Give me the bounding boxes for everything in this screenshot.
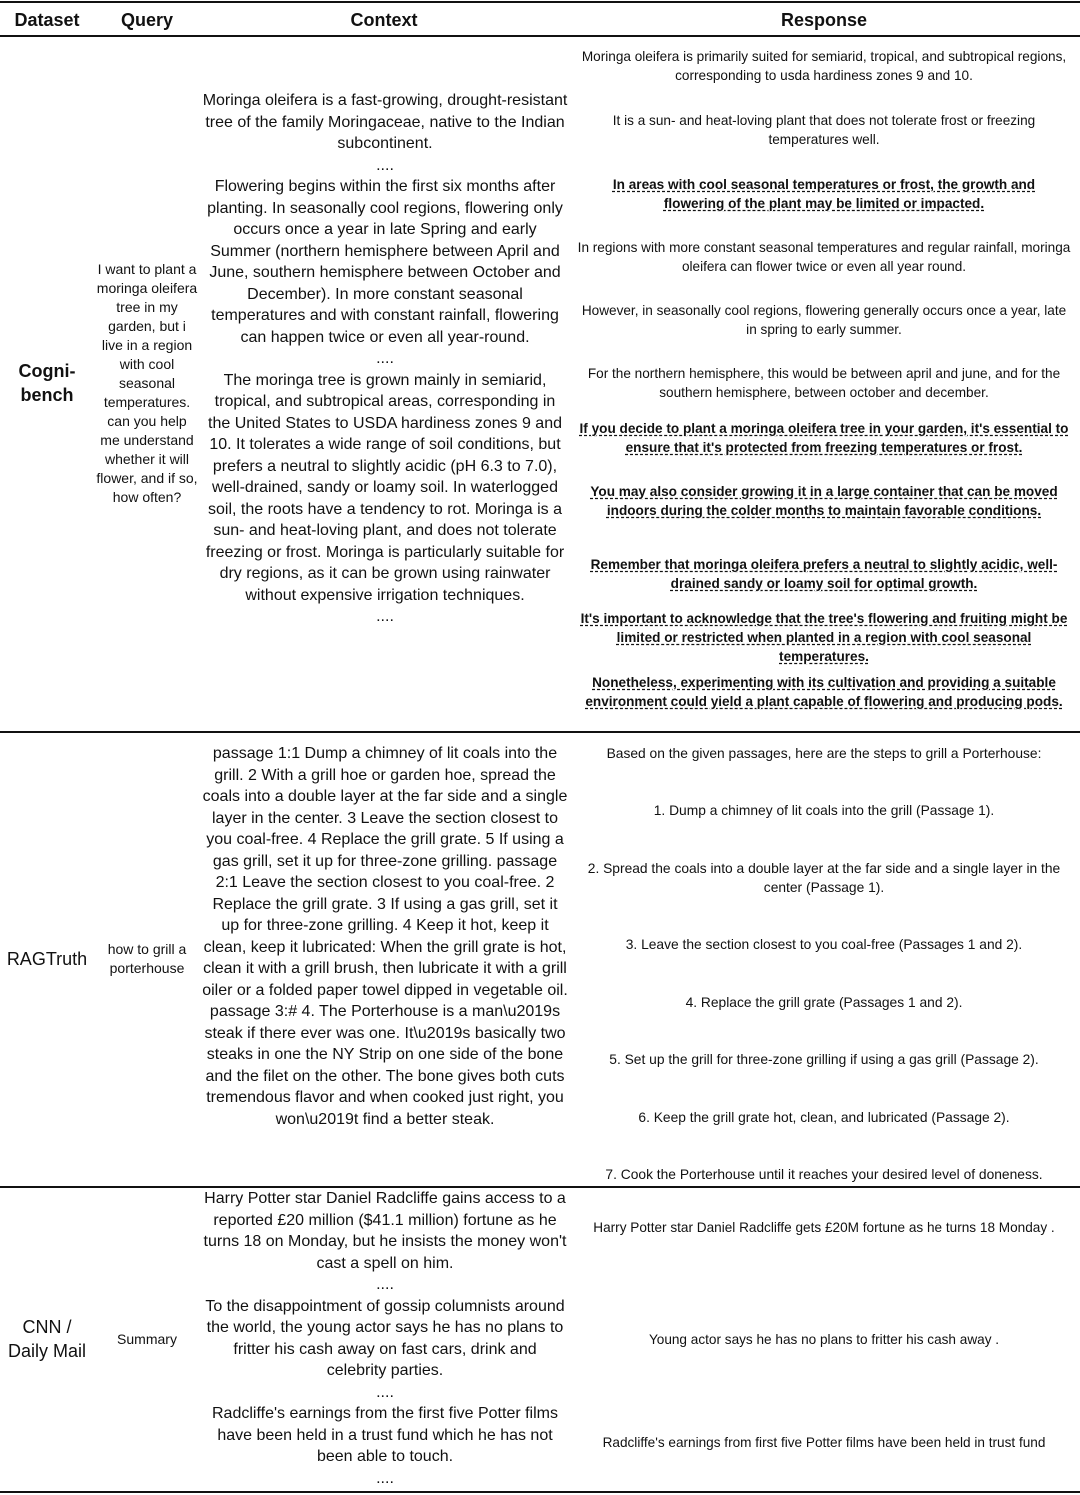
context-cnn-dailymail <box>200 1188 570 1489</box>
response-step: 4. Replace the grill grate (Passages 1 and 2). <box>685 994 963 1010</box>
context-ragtruth <box>200 743 570 1130</box>
response-sentence: Moringa oleifera is primarily suited for semiarid, tropical, and subtropical regions, corresponding to usda hardiness zones 9 and 10. <box>581 49 1067 83</box>
context-paragraph: The moringa tree is grown mainly in semiarid, tropical, and subtropical areas, corresponding in the United States to USDA hardiness zones 9 and 10. It tolerates a wide range of soil conditions, but prefers a neutral to slightly acidic (pH 6.3 to 7.0), well-drained, sandy or loamy soil. In waterlogged soil, the roots have a tendency to rot. Moringa is a sun- and heat-loving plant, and does not tolerate freezing or frost. Moringa is particularly suitable for dry regions, as it can be grown using rainwater without expensive irrigation techniques. <box>205 371 565 604</box>
response-step: 3. Leave the section closest to you coal-free (Passages 1 and 2). <box>625 937 1023 953</box>
response-step: 5. Set up the grill for three-zone grilling if using a gas grill (Passage 2). <box>609 1052 1039 1068</box>
response-sentence-hallucinated: Remember that moringa oleifera prefers a neutral to slightly acidic, well-drained sandy or loamy soil for optimal growth. <box>590 557 1058 591</box>
response-ragtruth <box>570 744 1078 1184</box>
response-sentence: It is a sun- and heat-loving plant that does not tolerate frost or freezing temperatures well. <box>612 113 1036 147</box>
header-context: Context <box>350 10 418 30</box>
context-paragraph: Harry Potter star Daniel Radcliffe gains access to a reported £20 million ($41.1 million) fortune as he turns 18 on Monday, but he insists the money won't cast a spell on him. <box>203 1190 567 1272</box>
response-sentence-hallucinated: Nonetheless, experimenting with its cultivation and providing a suitable environment could yield a plant capable of flowering and producing pods. <box>585 675 1063 709</box>
context-paragraph: Flowering begins within the first six months after planting. In seasonally cool regions, flowering only occurs once a year in late Spring and early Summer (northern hemisphere between April and June, southern hemisphere between October and December). In more constant seasonal temperatures and with constant rainfall, flowering can happen twice or even all year-round. <box>207 178 563 346</box>
query-ragtruth <box>94 733 200 1185</box>
response-step: 7. Cook the Porterhouse until it reaches your desired level of doneness. <box>605 1166 1043 1182</box>
context-ellipsis: .... <box>376 1383 394 1401</box>
query-text: Summary <box>117 1330 177 1347</box>
context-paragraph: To the disappointment of gossip columnists around the world, the young actor says he has no plans to fritter his cash away on fast cars, drink and celebrity parties. <box>205 1297 565 1379</box>
response-summary-line: Harry Potter star Daniel Radcliffe gets £20M fortune as he turns 18 Monday . <box>593 1220 1055 1235</box>
dataset-ragtruth <box>0 733 94 1185</box>
context-ellipsis: .... <box>376 156 394 174</box>
context-ellipsis: .... <box>376 1469 394 1487</box>
dataset-name-line2: bench <box>20 385 74 405</box>
top-rule <box>0 1 1080 3</box>
context-paragraph: passage 1:1 Dump a chimney of lit coals into the grill. 2 With a grill hoe or garden hoe, spread the coals into a double layer at the far side and a single layer in the center. 3 Leave the section closest to you coal-free. 4 Replace the grill grate. 5 If using a gas grill, set it up for three-zone grilling. passage 2:1 Leave the section closest to you coal-free. 2 Replace the grill grate. 3 If using a gas grill, set it up for three-zone grilling. 4 Keep it hot, keep it clean, keep it lubricated: When the grill grate is hot, clean it with a grill brush, then lubricate it with a grill oiler or a folded paper towel dipped in vegetable oil. passage 3:# 4. The Porterhouse is a man\u2019s steak if there ever was one. It\u2019s basically two steaks in one the NY Strip on one side of the bone and the filet on the other. The bone gives both cuts tremendous flavor and when cooked just right, you won\u2019t find a better steak. <box>202 745 568 1128</box>
bottom-rule <box>0 1491 1080 1493</box>
response-sentence-hallucinated: It's important to acknowledge that the tree's flowering and fruiting might be limited or restricted when planted in a region with cool seasonal temperatures. <box>580 611 1068 664</box>
context-ellipsis: .... <box>376 350 394 367</box>
response-sentence: In regions with more constant seasonal temperatures and regular rainfall, moringa oleifera can flower twice or even all year round. <box>577 240 1071 274</box>
dataset-name-line2: Daily Mail <box>7 1341 86 1361</box>
query-cnn-dailymail <box>94 1188 200 1490</box>
response-intro: Based on the given passages, here are the steps to grill a Porterhouse: <box>606 746 1042 761</box>
dataset-name-line1: CNN / <box>22 1317 72 1337</box>
context-paragraph: Radcliffe's earnings from the first five Potter films have been held in a trust fund which he has not been able to touch. <box>212 1405 558 1465</box>
response-step: 6. Keep the grill grate hot, clean, and lubricated (Passage 2). <box>638 1109 1010 1125</box>
context-cognibench <box>200 90 570 628</box>
context-ellipsis: .... <box>376 608 394 625</box>
query-cognibench <box>94 36 200 730</box>
dataset-name-line1: Cogni- <box>18 361 76 381</box>
context-ellipsis: .... <box>376 1276 394 1293</box>
response-sentence-hallucinated: You may also consider growing it in a large container that can be moved indoors during the colder months to maintain favorable conditions. <box>590 484 1058 518</box>
header-query: Query <box>120 10 174 30</box>
header-dataset: Dataset <box>14 10 80 30</box>
response-step: 2. Spread the coals into a double layer at the far side and a single layer in the center (Passage 1). <box>587 860 1061 895</box>
dataset-cognibench <box>0 36 94 730</box>
response-sentence: For the northern hemisphere, this would be between april and june, and for the southern hemisphere, between october and december. <box>587 366 1061 400</box>
response-sentence-hallucinated: In areas with cool seasonal temperatures or frost, the growth and flowering of the plant may be limited or impacted. <box>612 177 1036 211</box>
header-response: Response <box>780 10 868 30</box>
dataset-cnn-dailymail <box>0 1188 94 1490</box>
query-text: how to grill a porterhouse <box>107 941 187 976</box>
query-text: I want to plant a moringa oleifera tree in my garden, but i live in a region with cool seasonal temperatures. can you help me understand whether it will flower, and if so, how often? <box>96 260 198 505</box>
context-paragraph: Moringa oleifera is a fast-growing, drought-resistant tree of the family Moringaceae, native to the Indian subcontinent. <box>202 92 568 152</box>
response-summary-line: Radcliffe's earnings from first five Potter films have been held in trust fund <box>602 1435 1046 1450</box>
dataset-name: RAGTruth <box>6 949 88 969</box>
response-step: 1. Dump a chimney of lit coals into the grill (Passage 1). <box>653 803 995 819</box>
response-summary-line: Young actor says he has no plans to fritter his cash away . <box>648 1332 1000 1347</box>
response-sentence-hallucinated: If you decide to plant a moringa oleifera tree in your garden, it's essential to ensure that it's protected from freezing temperatures or frost. <box>579 421 1069 455</box>
response-sentence: However, in seasonally cool regions, flowering generally occurs once a year, late in spring to early summer. <box>581 303 1067 337</box>
